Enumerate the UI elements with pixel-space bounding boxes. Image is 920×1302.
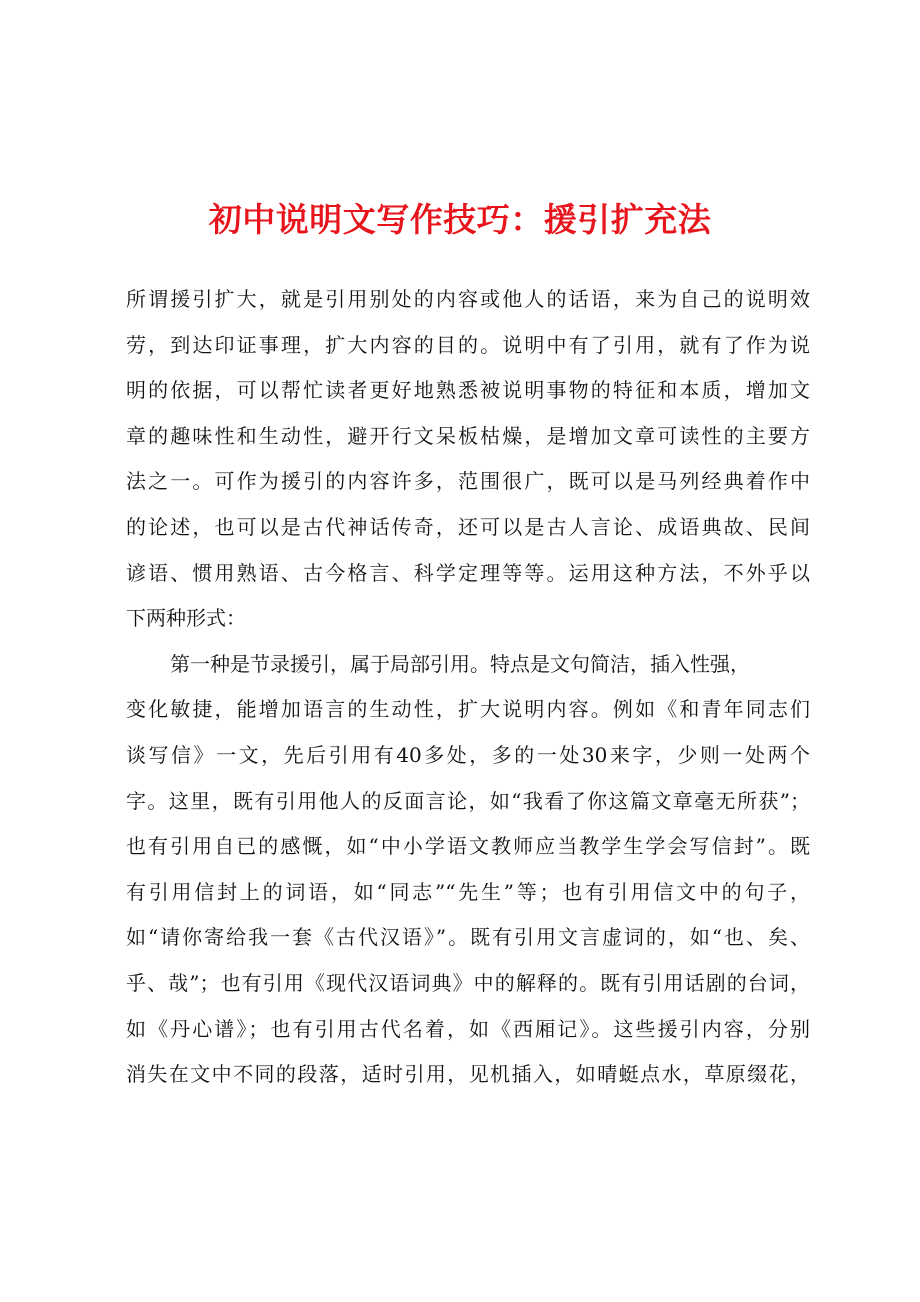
paragraph-2-line-1: 第一种是节录援引，属于局部引用。特点是文句简洁，插入性强， [170,651,750,676]
document-title: 初中说明文写作技巧：援引扩充法 [208,200,712,239]
paragraph-2-line-10: 消失在文中不同的段落，适时引用，见机插入，如晴蜓点水，草原缀花， [126,1062,810,1087]
paragraph-1-line-8: 下两种形式： [126,606,246,631]
paragraph-1-line-1: 所谓援引扩大，就是引用别处的内容或他人的话语，来为自己的说明效 [126,287,810,311]
paragraph-2-line-7: 如“请你寄给我一套《古代汉语》”。既有引用文言虚词的，如“也、矣、 [126,925,810,950]
document-body [126,277,810,1098]
paragraph-1-line-4: 章的趣味性和生动性，避开行文呆板枯燥，是增加文章可读性的主要方 [126,423,810,448]
paragraph-1-line-6: 的论述，也可以是古代神话传奇，还可以是古人言论、成语典故、民间 [126,514,810,539]
paragraph-1-line-3: 明的依据，可以帮忙读者更好地熟悉被说明事物的特征和本质，增加文 [126,378,810,403]
paragraph-2-line-6: 有引用信封上的词语，如“同志”“先生”等；也有引用信文中的句子， [126,879,810,904]
paragraph-2-line-4: 字。这里，既有引用他人的反面言论，如“我看了你这篇文章毫无所获”； [126,788,810,813]
paragraph-1-line-7: 谚语、惯用熟语、古今格言、科学定理等等。运用这种方法，不外乎以 [126,560,810,585]
paragraph-1-line-2: 劳，到达印证事理，扩大内容的目的。说明中有了引用，就有了作为说 [126,332,810,357]
paragraph-2-line-8: 乎、哉”；也有引用《现代汉语词典》中的解释的。既有引用话剧的台词， [126,970,810,995]
paragraph-2-line-5: 也有引用自已的感慨，如“中小学语文教师应当教学生学会写信封”。既 [126,834,810,859]
paragraph-1-line-5: 法之一。可作为援引的内容许多，范围很广，既可以是马列经典着作中 [126,469,810,494]
paragraph-2-line-9: 如《丹心谱》；也有引用古代名着，如《西厢记》。这些援引内容，分别 [126,1016,810,1041]
paragraph-2-line-3: 谈写信》一文，先后引用有40多处，多的一处30来字，少则一处两个 [126,742,810,767]
paragraph-2-line-2: 变化敏捷，能增加语言的生动性，扩大说明内容。例如《和青年同志们 [126,697,810,722]
